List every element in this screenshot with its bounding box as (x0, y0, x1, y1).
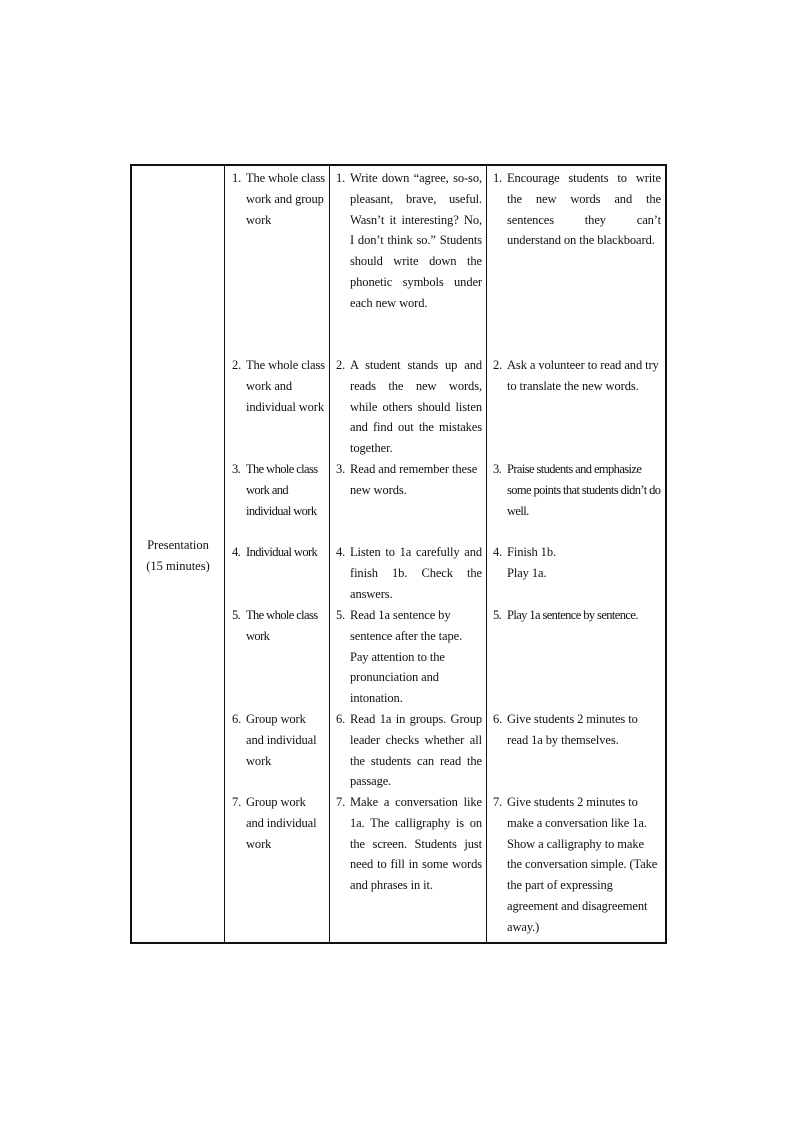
mode-cell-6: 6. Group work and individual work (232, 712, 317, 768)
teacher-activity-text: Finish 1b. Play 1a. (507, 545, 557, 580)
stage-duration: (15 minutes) (146, 558, 210, 573)
teacher-activity-text: Encourage students to write the new words and the sentences they can’t understand on the blackboard. (507, 171, 661, 248)
mode-text: Individual work (246, 545, 318, 559)
teacher-activity-cell-6: 6. Give students 2 minutes to read 1a by themselves. (493, 712, 638, 747)
teacher-activity-text: Give students 2 minutes to make a conversation like 1a. Show a calligraphy to make the conversation simple. (Take the part of expressing agreement and disagreement away.) (507, 795, 658, 934)
column-divider (486, 166, 487, 942)
student-activity-text: Listen to 1a carefully and finish 1b. Check the answers. (350, 545, 482, 601)
mode-text: Group work and individual work (246, 795, 317, 851)
mode-text: Group work and individual work (246, 712, 317, 768)
stage-cell (132, 535, 224, 577)
student-activity-cell-1: 1. Write down “agree, so-so, pleasant, brave, useful. Wasn’t it interesting? No, I don’t think so.” Students should write down the phonetic symbols under each new word. (336, 171, 482, 310)
mode-text: The whole class work (246, 608, 318, 643)
teacher-activity-text: Praise students and emphasize some points that students didn’t do well. (507, 462, 661, 518)
column-divider (224, 166, 225, 942)
student-activity-cell-3: 3. Read and remember these new words. (336, 462, 478, 497)
teacher-activity-cell-1: 1. Encourage students to write the new words and the sentences they can’t understand on the blackboard. (493, 171, 661, 248)
student-activity-cell-5: 5. Read 1a sentence by sentence after the tape. Pay attention to the pronunciation and intonation. (336, 608, 463, 706)
student-activity-text: Read 1a sentence by sentence after the tape. Pay attention to the pronunciation and intonation. (350, 608, 463, 706)
student-activity-cell-4: 4. Listen to 1a carefully and finish 1b. Check the answers. (336, 545, 482, 601)
teacher-activity-text: Give students 2 minutes to read 1a by themselves. (507, 712, 638, 747)
teacher-activity-cell-2: 2. Ask a volunteer to read and try to translate the new words. (493, 358, 659, 393)
teacher-activity-text: Play 1a sentence by sentence. (507, 608, 638, 622)
mode-text: The whole class work and group work (246, 171, 326, 227)
student-activity-text: Read and remember these new words. (350, 462, 478, 497)
stage-name: Presentation (147, 538, 209, 552)
student-activity-text: Make a conversation like 1a. The calligraphy is on the screen. Students just need to fill in some words and phrases in it. (350, 795, 482, 893)
mode-cell-3: 3. The whole class work and individual work (232, 462, 318, 518)
mode-cell-4: 4. Individual work (232, 545, 318, 559)
teacher-activity-text: Ask a volunteer to read and try to translate the new words. (507, 358, 659, 393)
mode-text: The whole class work and individual work (246, 462, 318, 518)
student-activity-text: Read 1a in groups. Group leader checks whether all the students can read the passage. (350, 712, 482, 789)
teacher-activity-cell-7: 7. Give students 2 minutes to make a conversation like 1a. Show a calligraphy to make the conversation simple. (Take the part of expressing agreement and disagreement away.) (493, 795, 658, 934)
teacher-activity-cell-4: 4. Finish 1b. Play 1a. (493, 545, 557, 580)
mode-cell-7: 7. Group work and individual work (232, 795, 317, 851)
student-activity-text: Write down “agree, so-so, pleasant, brave, useful. Wasn’t it interesting? No, I don’t think so.” Students should write down the phonetic symbols under each new word. (350, 171, 482, 310)
mode-cell-2: 2. The whole class work and individual work (232, 358, 326, 414)
student-activity-text: A student stands up and reads the new words, while others should listen and find out the mistakes together. (350, 358, 482, 456)
student-activity-cell-6: 6. Read 1a in groups. Group leader checks whether all the students can read the passage. (336, 712, 482, 789)
teacher-activity-cell-3: 3. Praise students and emphasize some points that students didn’t do well. (493, 462, 661, 518)
mode-cell-1: 1. The whole class work and group work (232, 171, 326, 227)
student-activity-cell-2: 2. A student stands up and reads the new words, while others should listen and find out the mistakes together. (336, 358, 482, 456)
teacher-activity-cell-5: 5. Play 1a sentence by sentence. (493, 608, 638, 622)
mode-text: The whole class work and individual work (246, 358, 326, 414)
lesson-plan-table (130, 164, 667, 944)
column-divider (329, 166, 330, 942)
student-activity-cell-7: 7. Make a conversation like 1a. The calligraphy is on the screen. Students just need to fill in some words and phrases in it. (336, 795, 482, 893)
mode-cell-5: 5. The whole class work (232, 608, 318, 643)
